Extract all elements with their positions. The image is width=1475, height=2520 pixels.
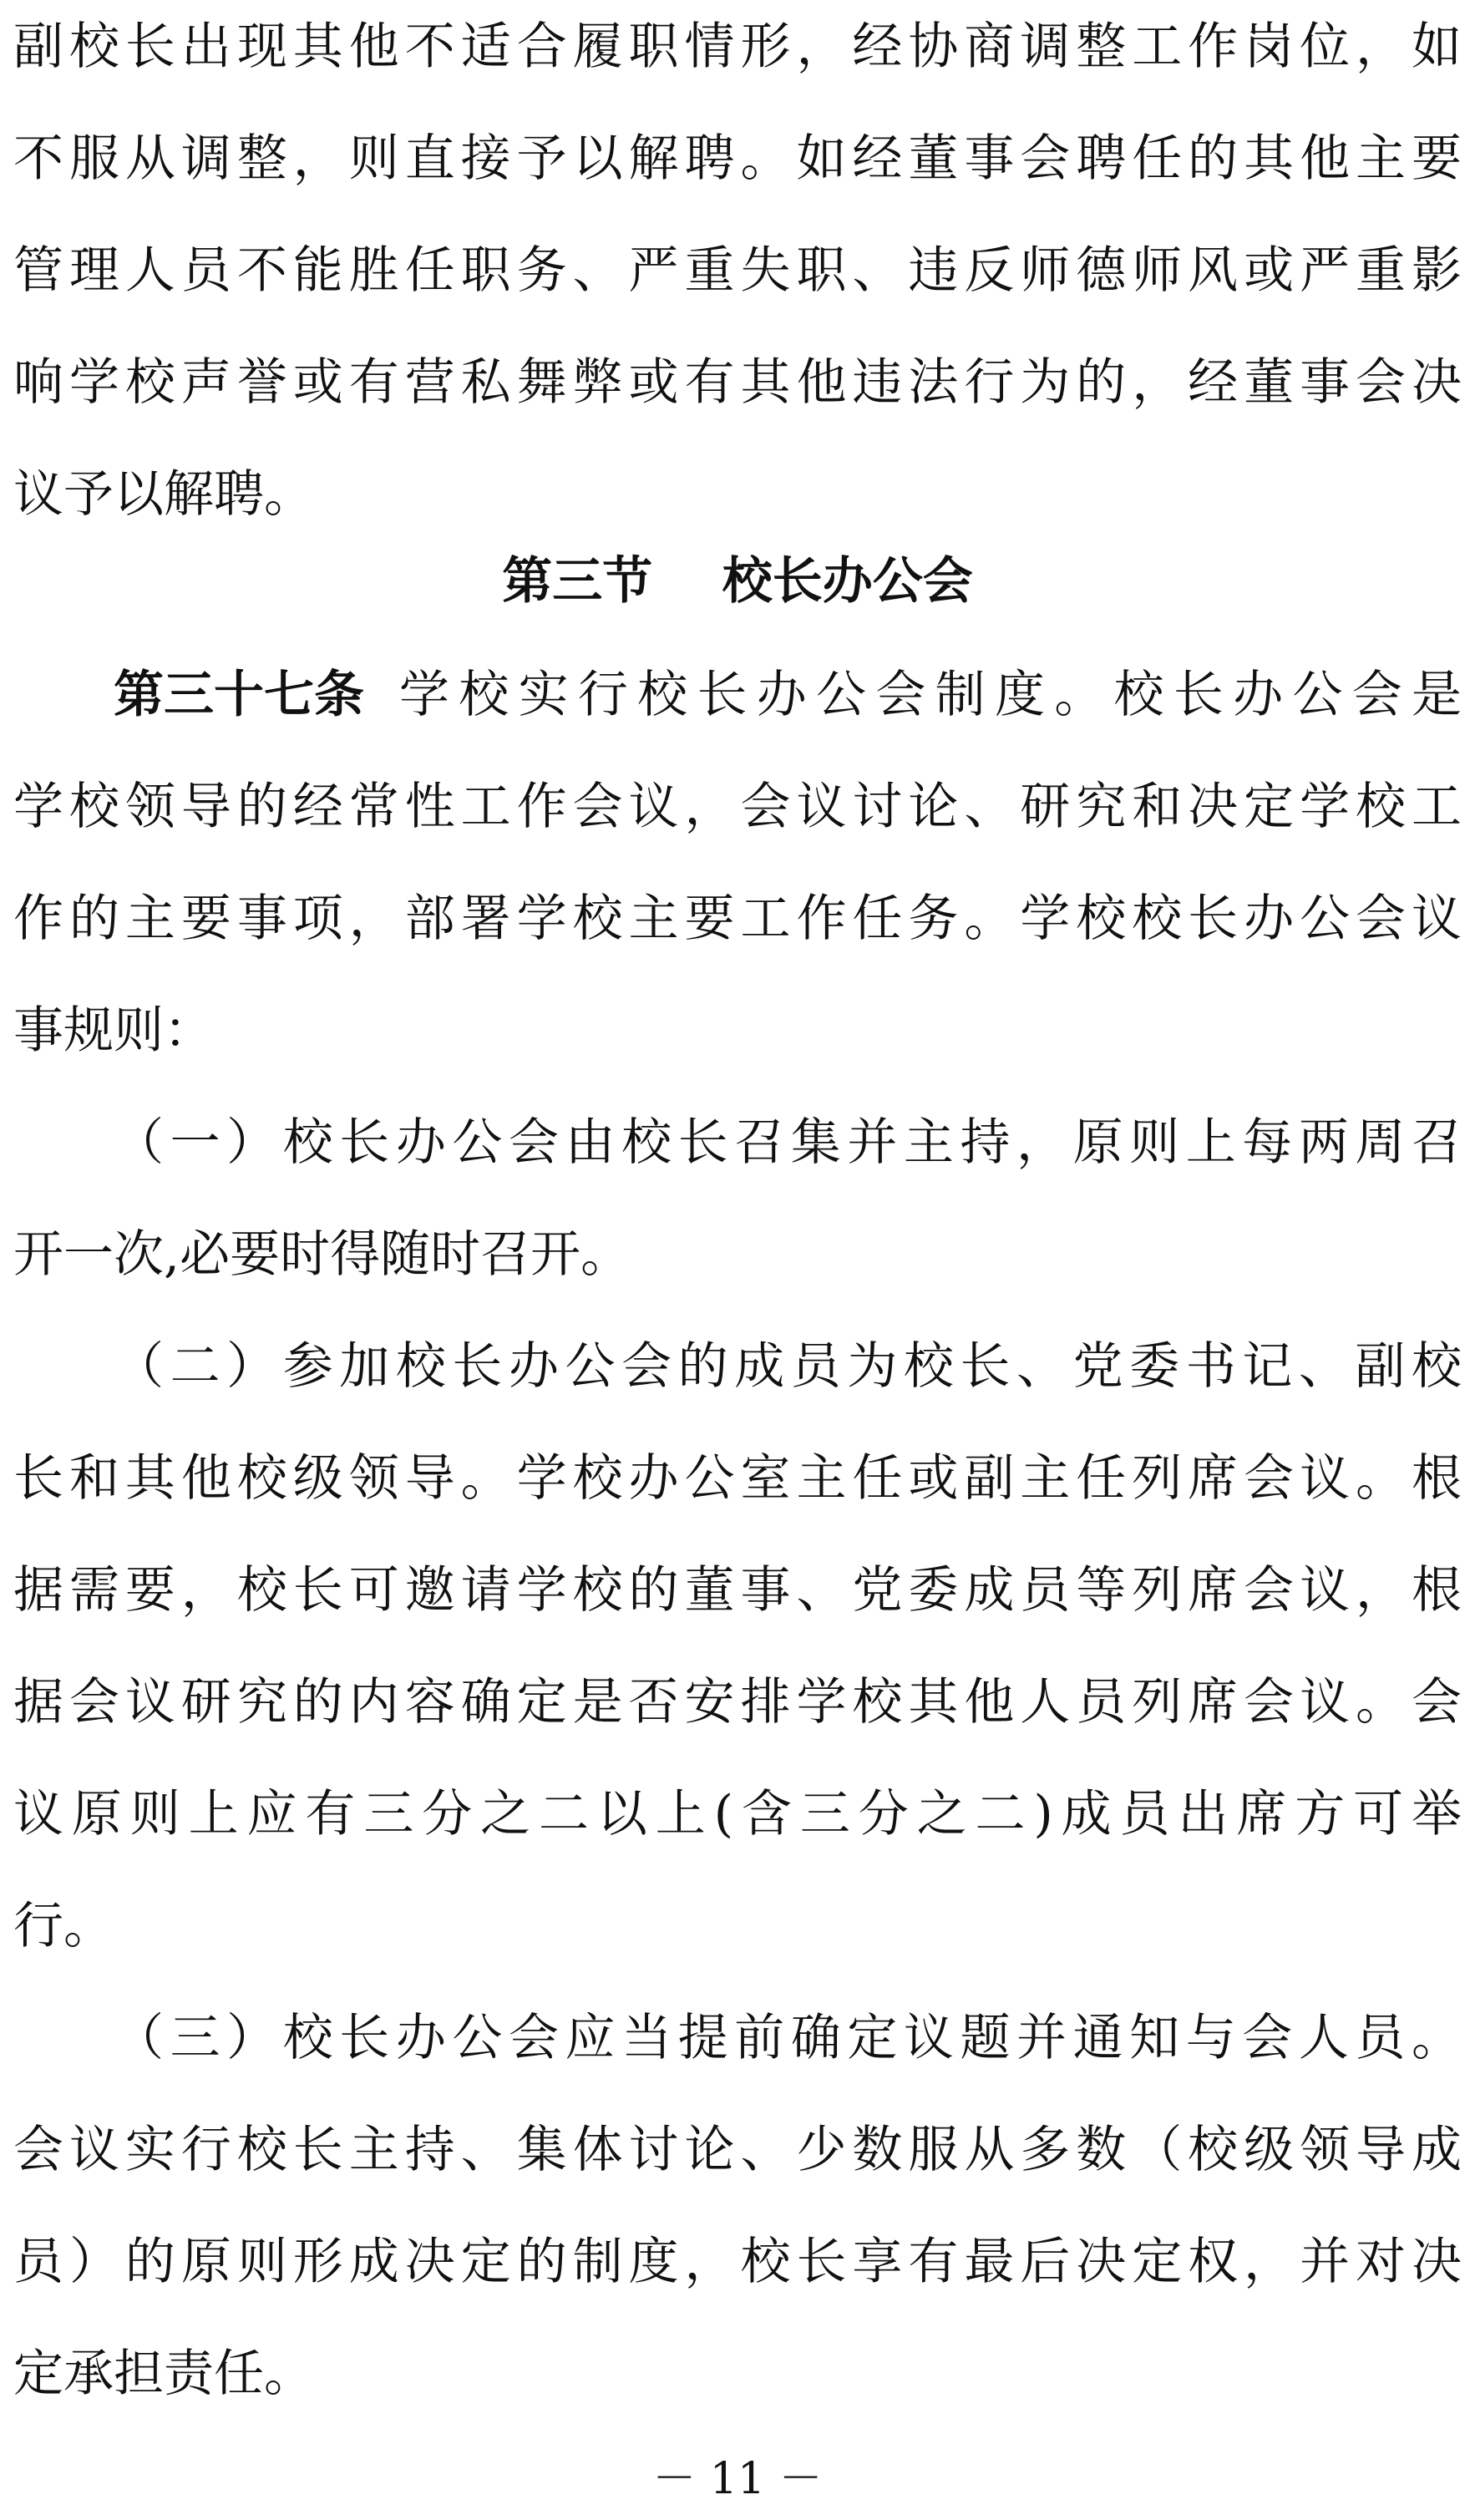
paragraph-line: 管理人员不能胜任职务、严重失职、违反师德师风或严重影 bbox=[13, 241, 1462, 300]
list-item-line: 开一次,必要时得随时召开。 bbox=[13, 1225, 631, 1284]
article-number: 第三十七条 bbox=[114, 666, 364, 724]
page-number: － 11 － bbox=[652, 2454, 823, 2504]
list-item-line: 据会议研究的内容确定是否安排学校其他人员列席会议。会 bbox=[13, 1673, 1462, 1732]
section-heading: 第三节 校长办公会 bbox=[502, 552, 973, 611]
paragraph-line: 议予以解聘。 bbox=[13, 465, 314, 524]
paragraph-line: 作的主要事项，部署学校主要工作任务。学校校长办公会议 bbox=[13, 890, 1462, 948]
list-item-line: （二）参加校长办公会的成员为校长、党委书记、副校 bbox=[114, 1337, 1462, 1396]
paragraph-line: 响学校声誉或有营私舞弊或有其他违法行为的，经董事会决 bbox=[13, 353, 1462, 412]
list-item-line: 会议实行校长主持、集体讨论、少数服从多数（校级领导成 bbox=[13, 2121, 1462, 2179]
article-text: 学校实行校长办公会制度。校长办公会是 bbox=[399, 666, 1462, 724]
paragraph-line: 事规则： bbox=[13, 1001, 214, 1060]
paragraph-line: 不服从调整，则直接予以解聘。如经董事会聘任的其他主要 bbox=[13, 129, 1462, 188]
list-item-line: （一）校长办公会由校长召集并主持，原则上每两周召 bbox=[114, 1113, 1462, 1172]
list-item-line: 议原则上应有三分之二以上(含三分之二)成员出席方可举 bbox=[13, 1785, 1462, 1843]
paragraph-line: 学校领导的经常性工作会议，会议讨论、研究和决定学校工 bbox=[13, 778, 1462, 836]
list-item-line: 定承担责任。 bbox=[13, 2345, 314, 2403]
list-item-line: （三）校长办公会应当提前确定议题并通知与会人员。 bbox=[114, 2009, 1462, 2067]
article-first-line bbox=[114, 662, 1462, 728]
list-item-line: 长和其他校级领导。学校办公室主任或副主任列席会议。根 bbox=[13, 1449, 1462, 1508]
list-item-line: 员）的原则形成决定的制度，校长享有最后决定权，并对决 bbox=[13, 2233, 1462, 2291]
list-item-line: 行。 bbox=[13, 1897, 114, 1955]
paragraph-line: 副校长出现其他不适合履职情形，经协商调整工作岗位，如 bbox=[13, 18, 1462, 76]
list-item-line: 据需要，校长可邀请学校的董事、党委成员等列席会议，根 bbox=[13, 1561, 1462, 1620]
